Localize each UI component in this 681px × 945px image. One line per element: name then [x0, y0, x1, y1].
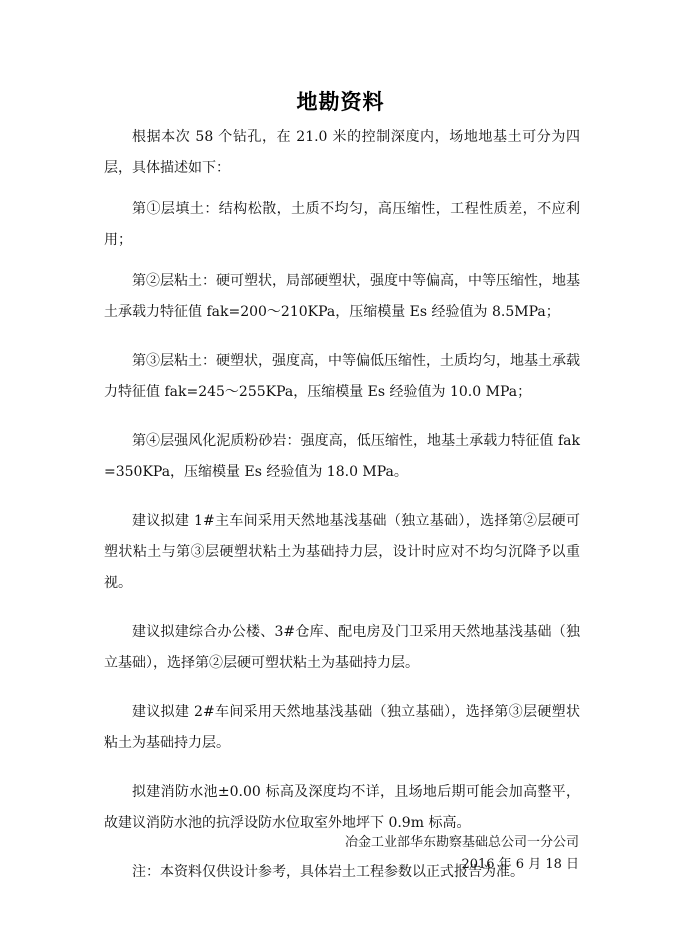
signature-company: 冶金工业部华东勘察基础总公司一分公司: [344, 835, 579, 850]
paragraph-fire-pool: 拟建消防水池±0.00 标高及深度均不详，且场地后期可能会加高整平，故建议消防水池的抗浮设防水位取室外地坪下 0.9m 标高。: [104, 784, 580, 831]
document-title: 地勘资料: [296, 89, 385, 114]
paragraph-layer-3: 第③层粘土：硬塑状，强度高，中等偏低压缩性，土质均匀，地基土承载力特征值 fak=245～255KPa，压缩模量 Es 经验值为 10.0 MPa；: [104, 353, 580, 400]
signature-block: [345, 832, 579, 876]
paragraph-note: 注：本资料仅供设计参考，具体岩土工程参数以正式报告为准。: [132, 864, 524, 880]
document-body: [104, 122, 580, 906]
paragraph-layer-2: 第②层粘土：硬可塑状，局部硬塑状，强度中等偏高，中等压缩性，地基土承载力特征值 fak=200～210KPa，压缩模量 Es 经验值为 8.5MPa；: [104, 273, 580, 320]
paragraph-layer-1: 第①层填土：结构松散，土质不均匀，高压缩性，工程性质差，不应利用；: [104, 201, 580, 248]
signature-date: 2016 年 6 月 18 日: [461, 857, 579, 872]
paragraph-intro: 根据本次 58 个钻孔，在 21.0 米的控制深度内，场地地基土可分为四层，具体描述如下：: [104, 129, 580, 176]
paragraph-recommendation-2: 建议拟建综合办公楼、3#仓库、配电房及门卫采用天然地基浅基础（独立基础），选择第②层硬可塑状粘土为基础持力层。: [104, 624, 580, 671]
paragraph-layer-4: 第④层强风化泥质粉砂岩：强度高，低压缩性，地基土承载力特征值 fak=350KPa，压缩模量 Es 经验值为 18.0 MPa。: [104, 433, 580, 480]
paragraph-recommendation-3: 建议拟建 2#车间采用天然地基浅基础（独立基础），选择第③层硬塑状粘土为基础持力层。: [104, 704, 580, 751]
paragraph-recommendation-1: 建议拟建 1#主车间采用天然地基浅基础（独立基础），选择第②层硬可塑状粘土与第③层硬塑状粘土为基础持力层，设计时应对不均匀沉降予以重视。: [104, 513, 580, 591]
